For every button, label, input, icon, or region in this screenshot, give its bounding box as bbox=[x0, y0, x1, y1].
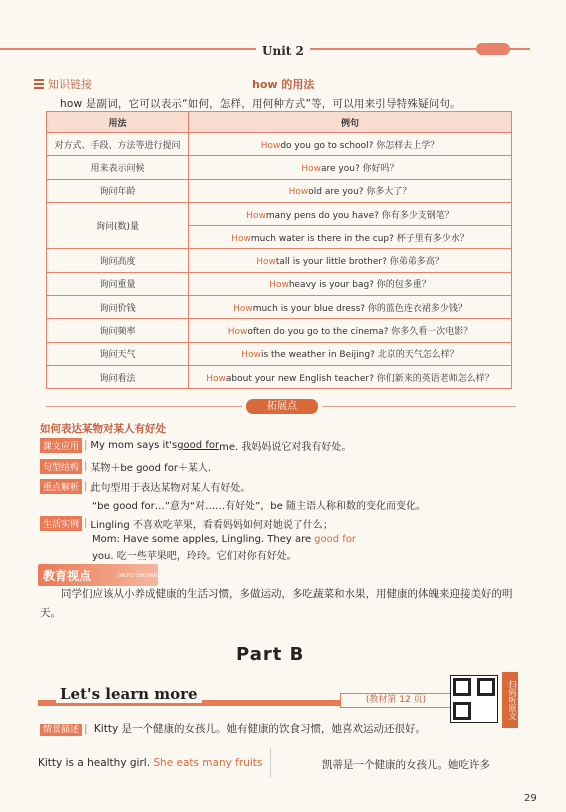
textbook-page-ref: (教材第 12 页) bbox=[340, 693, 452, 708]
table-row bbox=[47, 319, 512, 342]
table-cell-usage: 询问价钱 bbox=[47, 296, 189, 319]
how-word: How bbox=[246, 210, 266, 221]
table-cell-usage: 询问高度 bbox=[47, 249, 189, 272]
table-row bbox=[47, 133, 512, 156]
structure-row: 句型结构 | 某物＋be good for＋某人. bbox=[40, 459, 211, 474]
how-word: How bbox=[206, 373, 226, 384]
example-sentence: much water is there in the cup? 杯子里有多少水？ bbox=[250, 233, 469, 244]
example-sentence: tall is your little brother? 你弟弟多高？ bbox=[275, 257, 444, 268]
focus-line2: “be good for…”意为“对……有好处”，be 随主语人称和数的变化而变化。 bbox=[92, 501, 426, 512]
how-word: How bbox=[227, 327, 248, 338]
structure-text: 某物＋be good for＋某人. bbox=[90, 463, 212, 474]
table-header-usage: 用法 bbox=[47, 112, 189, 133]
example-line2-pre: Mom: Have some apples, Lingling. They are bbox=[92, 534, 312, 545]
text-application-underlined: good for bbox=[177, 440, 220, 451]
table-row bbox=[47, 342, 512, 365]
unit-label: Unit 2 bbox=[256, 44, 310, 58]
table-header-row bbox=[47, 112, 512, 133]
education-text: 同学们应该从小养成健康的生活习惯，多做运动，多吃蔬菜和水果，用健康的体魄来迎接美好的明天。 bbox=[40, 588, 513, 619]
qr-corner bbox=[477, 678, 495, 696]
table-row bbox=[47, 249, 512, 272]
how-word: How bbox=[241, 350, 261, 361]
how-word: How bbox=[233, 303, 253, 314]
how-word: How bbox=[288, 187, 309, 198]
education-badge-text: 教育视点 bbox=[43, 569, 92, 583]
knowledge-label-text: 知识链接 bbox=[48, 78, 92, 91]
table-header-example: 例句 bbox=[189, 112, 512, 133]
text-application-post: me. 我妈妈说它对我有好处。 bbox=[219, 442, 352, 453]
how-word: How bbox=[260, 140, 281, 151]
text-application-pre: My mom says it's bbox=[90, 440, 178, 451]
example-sentence: old are you? 你多大了？ bbox=[308, 187, 412, 198]
table-cell-example bbox=[189, 202, 512, 225]
table-cell-example bbox=[189, 133, 512, 156]
table-cell-example bbox=[189, 365, 512, 388]
extension-badge: 拓展点 bbox=[246, 399, 318, 414]
example-row: 生活实例 | Lingling 不喜欢吃苹果，看看妈妈如何对她说了什么； bbox=[40, 516, 333, 531]
example-sentence: heavy is your bag? 你的包多重？ bbox=[288, 280, 431, 291]
focus-row: 重点解析 | 此句型用于表达某物对某人有好处。 bbox=[40, 479, 250, 494]
example-sentence: much is your blue dress? 你的蓝色连衣裙多少钱？ bbox=[252, 303, 467, 314]
table-cell-example bbox=[189, 226, 512, 249]
table-cell-example bbox=[189, 156, 512, 179]
example-sentence: is the weather in Beijing? 北京的天气怎么样？ bbox=[260, 350, 459, 361]
extension-title: 如何表达某物对某人有好处 bbox=[40, 423, 166, 435]
table-cell-usage: 用来表示问候 bbox=[47, 156, 189, 179]
how-word: How bbox=[256, 257, 276, 268]
example-line2-post: you. 吃一些苹果吧，玲玲。它们对你有好处。 bbox=[92, 551, 297, 562]
example-sentence: do you go to school? 你怎样去上学？ bbox=[280, 140, 440, 151]
education-badge-pinyin: JIAOYU SHIDIAN bbox=[118, 573, 158, 579]
scene-description: 情景描述 | Kitty 是一个健康的女孩儿。她有健康的饮食习惯，她喜欢运动还很好。 bbox=[40, 720, 470, 740]
focus-line2-row bbox=[92, 497, 426, 512]
table-cell-usage: 询问年龄 bbox=[47, 179, 189, 202]
header-pill bbox=[476, 43, 510, 55]
table-cell-usage: 询问看法 bbox=[47, 365, 189, 388]
focus-line1: 此句型用于表达某物对某人有好处。 bbox=[90, 483, 251, 494]
table-row bbox=[47, 365, 512, 388]
table-cell-example bbox=[189, 249, 512, 272]
page-number: 29 bbox=[524, 793, 537, 804]
divider-line-left bbox=[46, 406, 242, 407]
example-line1: Lingling 不喜欢吃苹果，看看妈妈如何对她说了什么； bbox=[90, 520, 333, 531]
table-row bbox=[47, 156, 512, 179]
tag-example: 生活实例 bbox=[40, 516, 82, 531]
table-cell-example bbox=[189, 319, 512, 342]
how-usage-table bbox=[46, 111, 512, 389]
tag-focus: 重点解析 bbox=[40, 479, 82, 494]
extension-divider bbox=[46, 398, 516, 416]
table-cell-example bbox=[189, 342, 512, 365]
table-row bbox=[47, 202, 512, 225]
example-sentence: often do you go to the cinema? 你多久看一次电影？ bbox=[247, 327, 473, 338]
knowledge-section-label bbox=[34, 76, 92, 92]
part-b-title: Part B bbox=[236, 644, 305, 665]
table-cell-example bbox=[189, 296, 512, 319]
lets-learn-more-header bbox=[38, 685, 508, 707]
kitty-cn-line: 凯蒂是一个健康的女孩儿。她吃许多 bbox=[322, 759, 490, 771]
table-cell-usage: 对方式、手段、方法等进行提问 bbox=[47, 133, 189, 156]
example-sentence: many pens do you have? 你有多少支钢笔？ bbox=[265, 210, 454, 221]
how-word: How bbox=[269, 280, 289, 291]
kitty-en-highlight: She eats many fruits bbox=[153, 757, 263, 769]
stripe-icon bbox=[34, 79, 44, 89]
how-word: How bbox=[301, 163, 322, 174]
how-word: How bbox=[231, 233, 251, 244]
table-cell-usage: 询问频率 bbox=[47, 319, 189, 342]
table-row bbox=[47, 272, 512, 295]
qr-corner bbox=[453, 702, 471, 720]
kitty-en-pre: Kitty is a healthy girl. bbox=[38, 757, 154, 769]
table-cell-usage: 询问天气 bbox=[47, 342, 189, 365]
qr-code-icon[interactable] bbox=[450, 675, 498, 723]
column-divider bbox=[270, 748, 271, 778]
text-application-row: 课文应用 | My mom says it's good for me. 我妈妈说它对我有好处。 bbox=[40, 438, 351, 453]
tag-text-application: 课文应用 bbox=[40, 438, 82, 453]
how-usage-title: how 的用法 bbox=[252, 78, 315, 91]
scan-listen-tab[interactable]: 扫码听原文 bbox=[502, 672, 518, 728]
table-cell-usage: 询问重量 bbox=[47, 272, 189, 295]
divider-line-right bbox=[322, 406, 516, 407]
how-intro-text: how 是副词，它可以表示“如何，怎样，用何种方式”等，可以用来引导特殊疑问句。 bbox=[60, 98, 461, 110]
table-cell-example bbox=[189, 272, 512, 295]
tag-scene: 情景描述 bbox=[40, 724, 82, 736]
table-cell-example bbox=[189, 179, 512, 202]
education-badge bbox=[38, 564, 158, 586]
table-row bbox=[47, 296, 512, 319]
kitty-en-line bbox=[38, 757, 262, 769]
tag-structure: 句型结构 bbox=[40, 459, 82, 474]
qr-corner bbox=[453, 678, 471, 696]
scene-text: Kitty 是一个健康的女孩儿。她有健康的饮食习惯，她喜欢运动还很好。 bbox=[93, 723, 426, 735]
example-sentence: about your new English teacher? 你们新来的英语老师怎么样？ bbox=[225, 373, 494, 384]
example-line2-row bbox=[92, 531, 522, 565]
table-cell-usage: 询问(数)量 bbox=[47, 202, 189, 249]
example-sentence: are you? 你好吗？ bbox=[321, 163, 399, 174]
example-line2-highlight: good for bbox=[314, 534, 357, 545]
lets-learn-title: Let's learn more bbox=[56, 685, 202, 703]
table-row bbox=[47, 179, 512, 202]
